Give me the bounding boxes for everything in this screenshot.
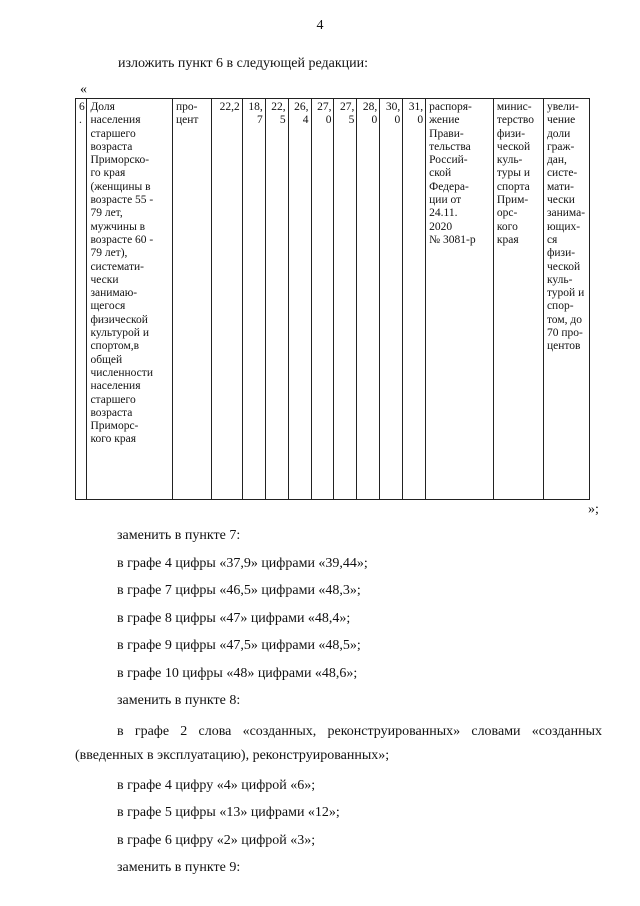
paragraph: заменить в пункте 9: [117,860,241,875]
paragraph: заменить в пункте 7: [117,528,241,543]
open-quote: « [80,82,87,97]
value-text: 31, 0 [408,101,424,127]
amendment-table [75,98,590,500]
paragraph: в графе 8 цифры «47» цифрами «48,4»; [117,610,351,626]
result-text: увели- чение доли граж- дан, систе- мати- чески занима- ющих- ся физи- ческой куль- турой и спор- том, до 70 про- центов [546,101,586,353]
value-text: 30, 0 [385,101,401,127]
value-cell [380,99,403,500]
responsible-text: минис- терство физи- ческой куль- туры и спорта Прим- орс- кого края [496,101,535,246]
value-text: 22,2 [219,101,240,113]
paragraph: в графе 9 цифры «47,5» цифрами «48,5»; [117,638,361,653]
row-index: 6 . [79,101,85,127]
unit-text: про- цент [175,101,199,127]
value-cell [311,99,334,500]
paragraph: в графе 2 слова «созданных, реконструированных» словами «созданных (введенных в эксплуатацию), реконструированных»; [75,723,602,763]
amendment-paragraphs [75,522,602,882]
value-cell [242,99,265,500]
responsible-cell [493,99,543,500]
value-text: 18, 7 [248,101,263,127]
close-quote: »; [588,502,599,517]
paragraph: в графе 4 цифру «4» цифрой «6»; [117,777,316,793]
value-cell [211,99,242,500]
indicator-cell [87,99,172,500]
paragraph: в графе 5 цифры «13» цифрами «12»; [117,805,340,820]
value-text: 27, 0 [317,101,332,127]
unit-cell [172,99,211,500]
value-cell [403,99,426,500]
value-text: 27, 5 [340,101,355,127]
document-cell [426,99,494,500]
value-cell [334,99,357,500]
paragraph: в графе 10 цифры «48» цифрами «48,6»; [117,665,358,681]
indicator-text: Доля населения старшего возраста Приморско- го края (женщины в возрасте 55 - 79 лет, мужчины в возрасте 60 - 79 лет), системати- чески занимаю- щегося физической культурой и спортом,в общей численности населения старшего возраста Приморс- кого края [90,101,154,446]
paragraph: в графе 7 цифры «46,5» цифрами «48,3»; [117,583,361,598]
paragraph: в графе 4 цифры «37,9» цифрами «39,44»; [117,555,368,571]
value-cell [265,99,288,500]
intro-text: изложить пункт 6 в следующей редакции: [118,56,368,71]
value-text: 26, 4 [294,101,309,127]
page-number: 4 [316,18,324,33]
paragraph: заменить в пункте 8: [117,693,241,708]
value-cell [288,99,311,500]
table-row [76,99,590,500]
value-text: 28, 0 [362,101,378,127]
document-text: распоря- жение Прави- тельства Россий- ской Федера- ции от 24.11. 2020 № 3081-р [429,101,476,246]
result-cell [543,99,589,500]
value-text: 22, 5 [271,101,286,127]
value-cell [357,99,380,500]
row-index-cell [76,99,87,500]
paragraph: в графе 6 цифру «2» цифрой «3»; [117,832,316,848]
